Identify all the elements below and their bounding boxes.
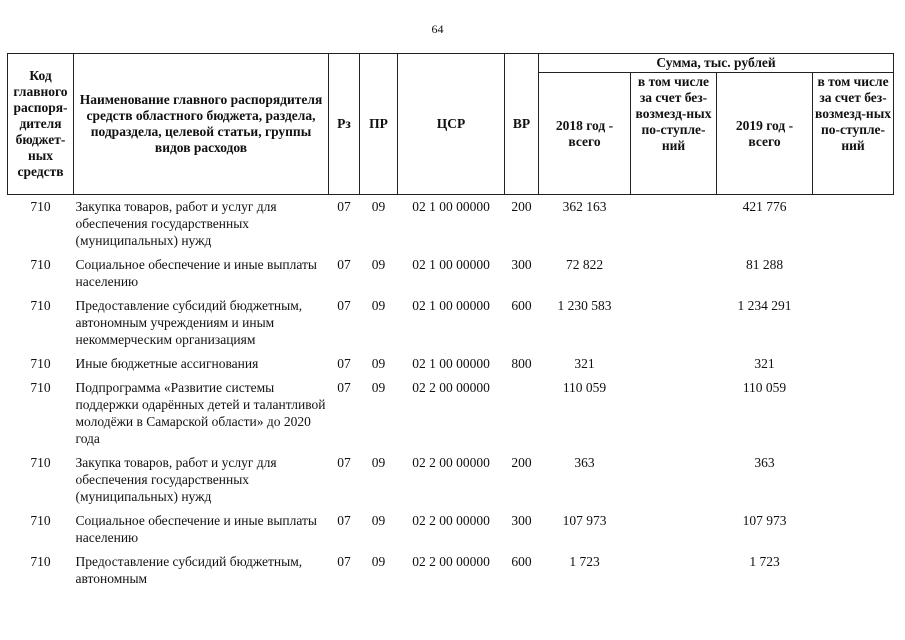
cell-csr: 02 2 00 00000 bbox=[412, 455, 490, 470]
cell-rz: 07 bbox=[337, 356, 351, 371]
cell-code: 710 bbox=[30, 257, 51, 272]
cell-2019-grant bbox=[813, 509, 894, 550]
cell-2019-total: 110 059 bbox=[742, 380, 787, 395]
cell-vr: 600 bbox=[511, 554, 532, 569]
cell-vr: 800 bbox=[511, 356, 532, 371]
cell-rz: 07 bbox=[337, 554, 351, 569]
cell-csr: 02 1 00 00000 bbox=[412, 298, 490, 313]
cell-pr: 09 bbox=[371, 513, 386, 528]
cell-vr: 300 bbox=[511, 257, 532, 272]
cell-pr: 09 bbox=[371, 554, 386, 569]
table-header bbox=[8, 54, 894, 195]
cell-2019-total: 321 bbox=[754, 356, 775, 371]
cell-2018-grant bbox=[631, 509, 717, 550]
cell-2018-grant bbox=[631, 253, 717, 294]
table-body bbox=[8, 195, 894, 592]
table-row bbox=[8, 195, 894, 254]
cell-rz: 07 bbox=[337, 455, 351, 470]
cell-name: Закупка товаров, работ и услуг для обеспечения государственных (муниципальных) нужд bbox=[75, 199, 277, 248]
header-name: Наименование главного распорядителя средств областного бюджета, раздела, подраздела, целевой статьи, группы видов расходов bbox=[74, 54, 329, 195]
cell-2018-total: 110 059 bbox=[562, 380, 607, 395]
cell-2019-total: 107 973 bbox=[742, 513, 787, 528]
header-2019-total: 2019 год - всего bbox=[717, 73, 813, 195]
cell-2019-total: 1 723 bbox=[749, 554, 780, 569]
cell-vr: 200 bbox=[511, 199, 532, 214]
cell-csr: 02 1 00 00000 bbox=[412, 199, 490, 214]
cell-2018-total: 1 723 bbox=[569, 554, 600, 569]
cell-name: Закупка товаров, работ и услуг для обеспечения государственных (муниципальных) нужд bbox=[75, 455, 277, 504]
table-row bbox=[8, 509, 894, 550]
cell-rz: 07 bbox=[337, 380, 351, 395]
cell-csr: 02 2 00 00000 bbox=[412, 380, 490, 395]
cell-pr: 09 bbox=[371, 257, 386, 272]
cell-pr: 09 bbox=[371, 356, 386, 371]
cell-2019-grant bbox=[813, 352, 894, 376]
cell-pr: 09 bbox=[371, 380, 386, 395]
cell-rz: 07 bbox=[337, 257, 351, 272]
cell-name: Социальное обеспечение и иные выплаты населению bbox=[75, 257, 317, 289]
cell-code: 710 bbox=[30, 513, 51, 528]
cell-name: Социальное обеспечение и иные выплаты населению bbox=[75, 513, 317, 545]
table-row bbox=[8, 352, 894, 376]
cell-2018-grant bbox=[631, 352, 717, 376]
cell-2019-total: 81 288 bbox=[745, 257, 784, 272]
cell-2019-grant bbox=[813, 550, 894, 591]
cell-code: 710 bbox=[30, 554, 51, 569]
cell-2018-grant bbox=[631, 376, 717, 451]
table-row bbox=[8, 550, 894, 591]
header-pr: ПР bbox=[360, 54, 398, 195]
budget-table bbox=[7, 53, 894, 591]
header-code: Код главного распоря-дителя бюджет-ных средств bbox=[8, 54, 74, 195]
cell-2018-total: 321 bbox=[574, 356, 595, 371]
cell-2019-grant bbox=[813, 294, 894, 352]
table-row bbox=[8, 253, 894, 294]
cell-code: 710 bbox=[30, 356, 51, 371]
header-2018-total: 2018 год - всего bbox=[539, 73, 631, 195]
header-csr: ЦСР bbox=[398, 54, 505, 195]
cell-2019-total: 363 bbox=[754, 455, 775, 470]
cell-vr bbox=[505, 376, 539, 451]
cell-pr: 09 bbox=[371, 199, 386, 214]
cell-vr: 300 bbox=[511, 513, 532, 528]
cell-name: Предоставление субсидий бюджетным, автономным учреждениям и иным некоммерческим организациям bbox=[75, 298, 303, 347]
header-vr: ВР bbox=[505, 54, 539, 195]
header-rz: Рз bbox=[329, 54, 360, 195]
cell-code: 710 bbox=[30, 298, 51, 313]
table-row bbox=[8, 451, 894, 509]
cell-csr: 02 1 00 00000 bbox=[412, 257, 490, 272]
cell-pr: 09 bbox=[371, 455, 386, 470]
cell-2019-total: 1 234 291 bbox=[737, 298, 792, 313]
header-2018-grant: в том числе за счет без-возмезд-ных по-ступле-ний bbox=[631, 73, 717, 195]
cell-pr: 09 bbox=[371, 298, 386, 313]
cell-2018-total: 362 163 bbox=[562, 199, 607, 214]
cell-2019-grant bbox=[813, 451, 894, 509]
cell-2019-grant bbox=[813, 376, 894, 451]
cell-2018-grant bbox=[631, 294, 717, 352]
cell-code: 710 bbox=[30, 199, 51, 214]
cell-rz: 07 bbox=[337, 199, 351, 214]
cell-rz: 07 bbox=[337, 298, 351, 313]
cell-2018-total: 1 230 583 bbox=[557, 298, 612, 313]
cell-csr: 02 2 00 00000 bbox=[412, 513, 490, 528]
cell-name: Подпрограмма «Развитие системы поддержки одарённых детей и талантливой молодёжи в Самарской области» до 2020 года bbox=[75, 380, 326, 446]
cell-csr: 02 2 00 00000 bbox=[412, 554, 490, 569]
cell-2019-grant bbox=[813, 253, 894, 294]
page-number: 64 bbox=[431, 22, 444, 36]
table-row bbox=[8, 376, 894, 451]
cell-2018-total: 363 bbox=[574, 455, 595, 470]
cell-rz: 07 bbox=[337, 513, 351, 528]
cell-name: Иные бюджетные ассигнования bbox=[75, 356, 259, 371]
header-sum: Сумма, тыс. рублей bbox=[539, 54, 894, 73]
cell-2018-grant bbox=[631, 550, 717, 591]
cell-name: Предоставление субсидий бюджетным, автономным bbox=[75, 554, 303, 586]
cell-2018-total: 72 822 bbox=[565, 257, 604, 272]
cell-code: 710 bbox=[30, 380, 51, 395]
cell-2019-total: 421 776 bbox=[742, 199, 787, 214]
cell-vr: 200 bbox=[511, 455, 532, 470]
cell-code: 710 bbox=[30, 455, 51, 470]
cell-csr: 02 1 00 00000 bbox=[412, 356, 490, 371]
cell-2019-grant bbox=[813, 195, 894, 254]
table-row bbox=[8, 294, 894, 352]
cell-vr: 600 bbox=[511, 298, 532, 313]
cell-2018-total: 107 973 bbox=[562, 513, 607, 528]
header-2019-grant: в том числе за счет без-возмезд-ных по-ступле-ний bbox=[813, 73, 894, 195]
cell-2018-grant bbox=[631, 195, 717, 254]
cell-2018-grant bbox=[631, 451, 717, 509]
